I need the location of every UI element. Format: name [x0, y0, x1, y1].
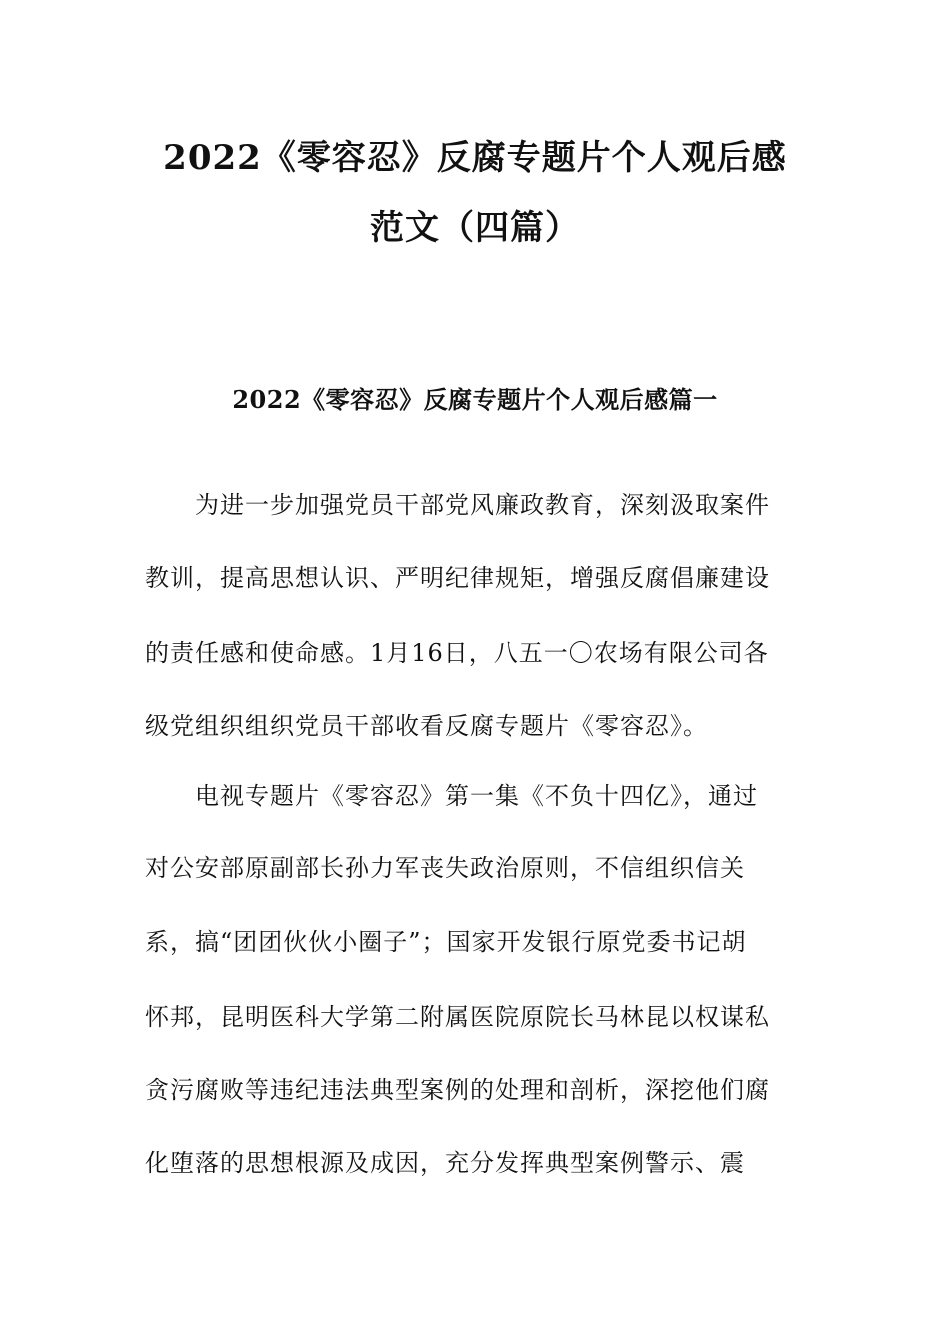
paragraph-2-line-3: 系，搞“团团伙伙小圈子”；国家开发银行原党委书记胡: [145, 928, 747, 956]
paragraph-1-line-3: 的责任感和使命感。1月16日，八五一〇农场有限公司各: [145, 639, 769, 667]
document-title-line-1: 2022《零容忍》反腐专题片个人观后感: [163, 138, 787, 178]
document-title-line-2: 范文（四篇）: [370, 208, 580, 248]
paragraph-2-line-5: 贪污腐败等违纪违法典型案例的处理和剖析，深挖他们腐: [145, 1076, 770, 1104]
paragraph-1-line-4: 级党组织组织党员干部收看反腐专题片《零容忍》。: [145, 712, 708, 740]
paragraph-2-line-1: 电视专题片《零容忍》第一集《不负十四亿》，通过: [195, 782, 758, 810]
paragraph-2-line-4: 怀邦，昆明医科大学第二附属医院原院长马林昆以权谋私: [145, 1003, 770, 1031]
paragraph-2-line-2: 对公安部原副部长孙力军丧失政治原则，不信组织信关: [145, 854, 745, 882]
paragraph-2-line-6: 化堕落的思想根源及成因，充分发挥典型案例警示、震: [145, 1149, 745, 1177]
section-heading: 2022《零容忍》反腐专题片个人观后感篇一: [232, 385, 718, 414]
paragraph-1-line-2: 教训，提高思想认识、严明纪律规矩，增强反腐倡廉建设: [145, 564, 770, 592]
paragraph-1-line-1: 为进一步加强党员干部党风廉政教育，深刻汲取案件: [195, 491, 770, 519]
